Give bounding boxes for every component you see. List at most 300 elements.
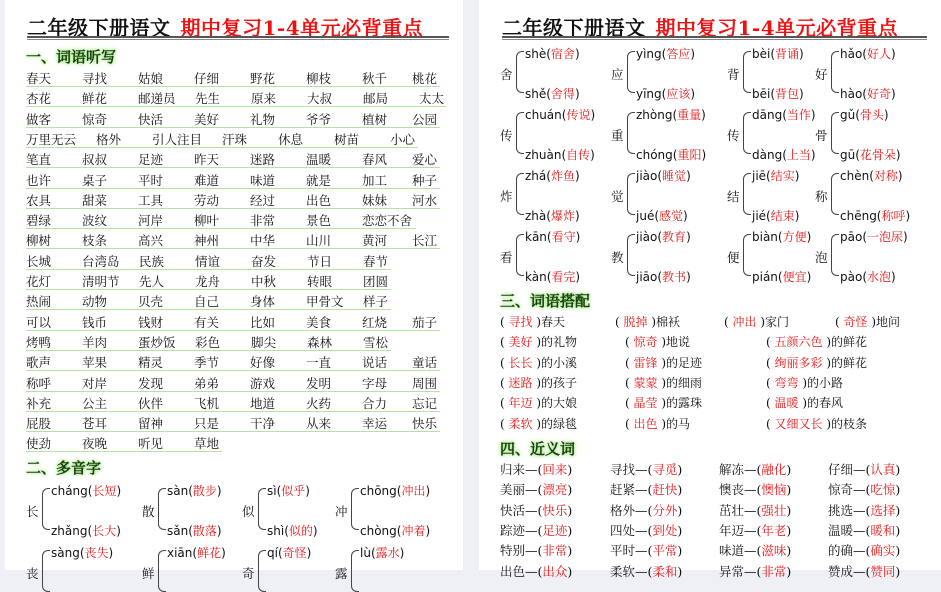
dictation-word: 惊奇 bbox=[82, 111, 108, 127]
example-word: 看完 bbox=[551, 270, 576, 284]
synonym-pair: 懊丧—(懊恼) bbox=[719, 482, 792, 498]
polyphone-char: 丧 bbox=[26, 566, 39, 581]
synonym-pair: 踪迹—(足迹) bbox=[500, 522, 573, 538]
polyphone-char: 称 bbox=[815, 189, 828, 204]
dictation-word: 长江 bbox=[412, 233, 438, 249]
dictation-word: 河水 bbox=[412, 192, 438, 208]
pinyin-reading: hǎo(好人) bbox=[840, 47, 896, 61]
synonym-answer: 赶快 bbox=[652, 482, 678, 498]
pinyin-reading: gū(花骨朵) bbox=[840, 148, 901, 162]
dictation-word: 也许 bbox=[26, 172, 52, 188]
dictation-word: 礼物 bbox=[250, 111, 276, 127]
brace-icon bbox=[42, 488, 50, 530]
brace-icon bbox=[516, 234, 524, 276]
dictation-word: 难道 bbox=[194, 172, 220, 188]
word-row bbox=[26, 250, 391, 270]
dictation-word: 贝壳 bbox=[138, 294, 164, 310]
pinyin-reading: sàng(丧失) bbox=[51, 546, 114, 560]
pinyin-reading: yīng(应该) bbox=[636, 87, 696, 101]
polyphone-char: 舍 bbox=[500, 67, 513, 82]
pinyin-reading: bèi(背诵) bbox=[752, 47, 804, 61]
example-word: 对称 bbox=[873, 169, 898, 183]
dictation-word: 歌声 bbox=[26, 355, 52, 371]
dictation-word: 火药 bbox=[306, 395, 332, 411]
polyphone-char: 教 bbox=[611, 250, 624, 265]
dictation-word: 叔叔 bbox=[82, 152, 108, 168]
synonym-pair: 仔细—(认真) bbox=[828, 462, 901, 477]
example-word: 水泡 bbox=[867, 270, 892, 284]
synonym-pair: 温暖—(暖和) bbox=[828, 522, 901, 538]
word-row bbox=[26, 311, 440, 331]
polyphone-char: 奇 bbox=[242, 566, 255, 581]
dictation-word: 劳动 bbox=[194, 192, 220, 208]
dictation-word: 红烧 bbox=[362, 314, 388, 330]
dictation-word: 姑娘 bbox=[138, 71, 164, 86]
dictation-word: 汗珠 bbox=[222, 131, 248, 147]
polyphone-char: 背 bbox=[727, 67, 740, 82]
dictation-word: 河岸 bbox=[138, 213, 164, 229]
synonym-answer: 滋味 bbox=[761, 543, 787, 559]
dictation-word: 精灵 bbox=[138, 355, 164, 371]
dictation-word: 转眼 bbox=[307, 274, 333, 289]
pinyin-reading: jiāo(教书) bbox=[636, 270, 691, 284]
dictation-word: 彩色 bbox=[195, 334, 221, 350]
synonym-pair: 格外—(分外) bbox=[610, 502, 683, 518]
dictation-word: 种子 bbox=[412, 172, 438, 188]
dictation-word: 邮递员 bbox=[138, 91, 176, 107]
answer-word: 年迈 bbox=[508, 396, 533, 411]
answer-word: 又细又长 bbox=[774, 416, 823, 431]
word-row bbox=[26, 270, 391, 290]
dictation-word: 笔直 bbox=[26, 152, 52, 168]
synonym-pair: 柔软—(柔和) bbox=[610, 563, 683, 579]
dictation-word: 比如 bbox=[250, 314, 276, 330]
synonym-pair: 味道—(滋味) bbox=[719, 543, 792, 559]
dictation-word: 游戏 bbox=[250, 375, 276, 391]
synonym-answer: 懊恼 bbox=[761, 482, 787, 498]
dictation-word: 花灯 bbox=[26, 274, 52, 289]
dictation-word: 爷爷 bbox=[306, 111, 332, 127]
dictation-word: 经过 bbox=[250, 192, 276, 208]
dictation-word: 台湾岛 bbox=[82, 253, 120, 269]
brace-icon bbox=[258, 488, 266, 530]
brace-icon bbox=[516, 173, 524, 215]
brace-icon bbox=[831, 173, 839, 215]
synonym-answer: 平常 bbox=[652, 543, 678, 559]
section-heading-dictation: 一、词语听写 bbox=[26, 48, 117, 66]
pinyin-reading: sì(似乎) bbox=[267, 484, 310, 498]
example-word: 舍得 bbox=[550, 87, 575, 101]
answer-word: 晶莹 bbox=[633, 396, 658, 411]
synonym-answer: 出众 bbox=[542, 563, 568, 579]
synonym-pair: 异常—(非常) bbox=[719, 563, 792, 579]
dictation-word: 温暖 bbox=[306, 152, 332, 168]
example-word: 鲜花 bbox=[197, 546, 222, 560]
dictation-word: 奋发 bbox=[251, 253, 277, 269]
example-word: 答应 bbox=[666, 47, 691, 61]
dictation-word: 补充 bbox=[26, 395, 52, 411]
word-row bbox=[26, 189, 440, 209]
synonym-pair: 解冻—(融化) bbox=[719, 462, 792, 477]
dictation-word: 自己 bbox=[194, 294, 220, 310]
dictation-word: 碧绿 bbox=[26, 213, 52, 229]
dictation-word: 春风 bbox=[362, 152, 388, 168]
dictation-word: 小心 bbox=[390, 131, 416, 147]
dictation-word: 做客 bbox=[26, 111, 52, 127]
synonym-answer: 快乐 bbox=[542, 502, 568, 518]
synonym-answer: 分外 bbox=[652, 502, 678, 518]
synonym-answer: 漂亮 bbox=[542, 482, 568, 498]
dictation-word: 草地 bbox=[194, 436, 220, 452]
dictation-word: 引人注目 bbox=[152, 131, 203, 147]
example-word: 宿舍 bbox=[550, 47, 575, 61]
example-word: 冲着 bbox=[401, 524, 426, 538]
answer-word: 寻找 bbox=[508, 315, 533, 329]
brace-icon bbox=[516, 112, 524, 154]
title-red: 期中复习1-4单元必背重点 bbox=[180, 16, 424, 40]
example-word: 好人 bbox=[866, 47, 891, 61]
synonym-pair: 归来—(回来) bbox=[500, 462, 573, 477]
synonym-pair: 快活—(快乐) bbox=[500, 502, 573, 518]
example-word: 结束 bbox=[770, 209, 795, 223]
dictation-word: 柳枝 bbox=[306, 71, 332, 86]
example-word: 当作 bbox=[786, 108, 811, 122]
pinyin-reading: zhǎng(长大) bbox=[51, 524, 121, 538]
dictation-word: 恋恋不舍 bbox=[362, 213, 413, 229]
pinyin-reading: qí(奇怪) bbox=[267, 546, 312, 560]
answer-word: 温暖 bbox=[774, 396, 799, 411]
dictation-word: 妹妹 bbox=[362, 192, 388, 208]
dictation-word: 高兴 bbox=[138, 233, 164, 249]
polyphone-char: 应 bbox=[611, 67, 624, 82]
brace-icon bbox=[351, 550, 359, 592]
collocation-item: ( 长长 )的小溪 bbox=[500, 355, 578, 370]
pinyin-reading: gǔ(骨头) bbox=[840, 108, 889, 122]
dictation-word: 黄河 bbox=[362, 233, 388, 249]
example-word: 奇怪 bbox=[282, 546, 307, 560]
dictation-word: 情谊 bbox=[195, 253, 221, 269]
dictation-word: 对岸 bbox=[82, 375, 108, 391]
document-page-left bbox=[5, 0, 463, 581]
collocation-item: ( 温暖 )的春风 bbox=[766, 396, 844, 411]
pinyin-reading: zhá(炸鱼) bbox=[525, 169, 580, 183]
example-word: 称呼 bbox=[881, 209, 906, 223]
dictation-word: 邮局 bbox=[363, 91, 389, 107]
pinyin-reading: lù(露水) bbox=[360, 546, 405, 560]
example-word: 似的 bbox=[288, 524, 313, 538]
polyphone-char: 似 bbox=[242, 504, 255, 519]
synonym-pair: 惊奇—(吃惊) bbox=[828, 482, 901, 498]
pinyin-reading: chōng(冲出) bbox=[360, 484, 431, 498]
example-word: 重阳 bbox=[677, 148, 702, 162]
synonym-pair: 美丽—(漂亮) bbox=[500, 482, 573, 498]
synonym-pair: 挑选—(选择) bbox=[828, 502, 901, 518]
dictation-word: 字母 bbox=[362, 375, 388, 391]
example-word: 好奇 bbox=[866, 87, 891, 101]
dictation-word: 味道 bbox=[250, 172, 276, 188]
polyphone-char: 觉 bbox=[611, 189, 624, 204]
synonym-pair: 茁壮—(强壮) bbox=[719, 502, 792, 518]
synonym-answer: 赞同 bbox=[870, 563, 896, 579]
polyphone-char: 冲 bbox=[335, 504, 348, 519]
dictation-word: 好像 bbox=[250, 355, 276, 371]
word-row bbox=[26, 128, 418, 148]
word-row bbox=[26, 351, 440, 371]
dictation-word: 伙伴 bbox=[138, 395, 164, 411]
dictation-word: 苍耳 bbox=[82, 416, 108, 432]
example-word: 骨头 bbox=[859, 108, 884, 122]
word-row bbox=[26, 229, 440, 249]
collocation-item: ( 脱掉 )棉袄 bbox=[615, 315, 681, 329]
dictation-word: 一直 bbox=[306, 355, 332, 371]
dictation-word: 快乐 bbox=[412, 416, 438, 432]
dictation-word: 大叔 bbox=[307, 91, 333, 107]
collocation-item: ( 又细又长 )的枝条 bbox=[766, 416, 868, 431]
example-word: 丧失 bbox=[84, 546, 109, 560]
dictation-word: 休息 bbox=[278, 131, 304, 147]
dictation-word: 野花 bbox=[250, 71, 276, 86]
dictation-word: 原来 bbox=[251, 91, 277, 107]
example-word: 冲出 bbox=[401, 484, 426, 498]
pinyin-reading: chēng(称呼) bbox=[840, 209, 911, 223]
pinyin-reading: jué(感觉) bbox=[636, 209, 688, 223]
word-row bbox=[26, 412, 440, 432]
pinyin-reading: kàn(看完) bbox=[525, 270, 581, 284]
example-word: 看守 bbox=[551, 230, 576, 244]
brace-icon bbox=[831, 234, 839, 276]
dictation-word: 有关 bbox=[194, 314, 220, 330]
answer-word: 弯弯 bbox=[774, 375, 799, 390]
dictation-word: 爱心 bbox=[412, 152, 438, 168]
polyphone-char: 长 bbox=[26, 504, 39, 519]
dictation-word: 公主 bbox=[82, 395, 108, 411]
dictation-word: 景色 bbox=[306, 213, 332, 229]
dictation-word: 神州 bbox=[194, 233, 220, 249]
dictation-word: 从来 bbox=[306, 416, 332, 432]
example-word: 散步 bbox=[192, 484, 217, 498]
polyphone-char: 骨 bbox=[815, 128, 828, 143]
dictation-word: 说话 bbox=[362, 355, 388, 371]
dictation-word: 甜菜 bbox=[82, 192, 108, 208]
pinyin-reading: shì(似的) bbox=[267, 524, 318, 538]
synonym-answer: 寻觅 bbox=[652, 462, 678, 477]
synonym-pair: 的确—(确实) bbox=[828, 543, 901, 559]
brace-icon bbox=[158, 550, 166, 592]
dictation-word: 听见 bbox=[138, 436, 164, 452]
polyphone-char: 泡 bbox=[815, 250, 828, 265]
example-word: 背包 bbox=[775, 87, 800, 101]
dictation-word: 羊肉 bbox=[82, 334, 108, 350]
dictation-word: 烤鸭 bbox=[26, 334, 52, 350]
answer-word: 柔软 bbox=[508, 416, 533, 431]
pinyin-reading: dāng(当作) bbox=[752, 108, 816, 122]
polyphone-char: 炸 bbox=[500, 189, 513, 204]
pinyin-reading: sǎn(散落) bbox=[167, 524, 222, 538]
dictation-word: 桃花 bbox=[412, 71, 438, 86]
example-word: 感觉 bbox=[659, 209, 684, 223]
synonym-answer: 到处 bbox=[652, 522, 678, 538]
collocation-item: ( 绚丽多彩 )的鲜花 bbox=[766, 355, 868, 370]
example-word: 结实 bbox=[770, 169, 795, 183]
brace-icon bbox=[743, 112, 751, 154]
collocation-item: ( 五颜六色 )的鲜花 bbox=[766, 335, 868, 350]
dictation-word: 太太 bbox=[419, 91, 445, 107]
dictation-word: 中秋 bbox=[251, 274, 277, 289]
example-word: 长短 bbox=[92, 484, 117, 498]
pinyin-reading: chuán(传说) bbox=[525, 108, 596, 122]
dictation-word: 植树 bbox=[362, 111, 388, 127]
word-row bbox=[26, 87, 446, 107]
example-word: 传说 bbox=[566, 108, 591, 122]
brace-icon bbox=[627, 51, 635, 93]
collocation-item: ( 蒙蒙 )的细雨 bbox=[625, 375, 703, 390]
word-row bbox=[26, 108, 440, 128]
dictation-word: 杏花 bbox=[26, 91, 52, 107]
example-word: 长大 bbox=[92, 524, 117, 538]
dictation-word: 样子 bbox=[363, 294, 389, 310]
dictation-word: 足迹 bbox=[138, 152, 164, 168]
synonym-answer: 非常 bbox=[761, 563, 787, 579]
dictation-word: 森林 bbox=[307, 334, 333, 350]
dictation-word: 留神 bbox=[138, 416, 164, 432]
polyphone-char: 看 bbox=[500, 250, 513, 265]
example-word: 散落 bbox=[192, 524, 217, 538]
answer-word: 脱掉 bbox=[623, 315, 648, 329]
collocation-item: ( 出色 )的马 bbox=[625, 416, 691, 431]
collocation-item: ( 弯弯 )的小路 bbox=[766, 375, 844, 390]
dictation-word: 季节 bbox=[194, 355, 220, 371]
dictation-word: 先人 bbox=[139, 274, 165, 289]
dictation-word: 苹果 bbox=[82, 355, 108, 371]
synonym-answer: 确实 bbox=[870, 543, 896, 559]
polyphone-char: 散 bbox=[142, 504, 155, 519]
dictation-word: 发明 bbox=[306, 375, 332, 391]
dictation-word: 山川 bbox=[306, 233, 332, 249]
brace-icon bbox=[42, 550, 50, 592]
dictation-word: 童话 bbox=[412, 355, 438, 371]
pinyin-reading: pián(便宜) bbox=[752, 270, 812, 284]
dictation-word: 发现 bbox=[138, 375, 164, 391]
collocation-item: ( 奇怪 )地问 bbox=[835, 315, 901, 329]
collocation-item: ( 年迈 )的大娘 bbox=[500, 396, 578, 411]
dictation-word: 非常 bbox=[250, 213, 276, 229]
synonym-answer: 暖和 bbox=[870, 522, 896, 538]
synonym-pair: 四处—(到处) bbox=[610, 522, 683, 538]
pinyin-reading: kān(看守) bbox=[525, 230, 581, 244]
dictation-word: 万里无云 bbox=[26, 131, 77, 147]
dictation-word: 甲骨文 bbox=[306, 294, 344, 310]
dictation-word: 格外 bbox=[96, 131, 122, 147]
collocation-item: ( 迷路 )的孩子 bbox=[500, 375, 578, 390]
word-row bbox=[26, 209, 416, 229]
example-word: 炸鱼 bbox=[550, 169, 575, 183]
section-heading-collocation: 三、词语搭配 bbox=[500, 292, 591, 310]
dictation-word: 蛋炒饭 bbox=[138, 334, 176, 350]
dictation-word: 只是 bbox=[194, 416, 220, 432]
example-word: 教书 bbox=[662, 270, 687, 284]
word-row bbox=[26, 148, 440, 168]
dictation-word: 出色 bbox=[306, 192, 332, 208]
pinyin-reading: jiào(睡觉) bbox=[636, 169, 691, 183]
brace-icon bbox=[627, 234, 635, 276]
synonym-pair: 赞成—(赞同) bbox=[828, 563, 901, 579]
collocation-item: ( 晶莹 )的露珠 bbox=[625, 396, 703, 411]
dictation-word: 美好 bbox=[194, 111, 220, 127]
example-word: 睡觉 bbox=[662, 169, 687, 183]
collocation-item: ( 冲出 )家门 bbox=[724, 315, 790, 329]
dictation-word: 鲜花 bbox=[82, 91, 108, 107]
brace-icon bbox=[158, 488, 166, 530]
answer-word: 长长 bbox=[508, 355, 533, 370]
dictation-word: 公园 bbox=[412, 111, 438, 127]
pinyin-reading: biàn(方便) bbox=[752, 230, 812, 244]
answer-word: 出色 bbox=[633, 416, 658, 431]
dictation-word: 平时 bbox=[138, 172, 164, 188]
dictation-word: 干净 bbox=[250, 416, 276, 432]
dictation-word: 昨天 bbox=[194, 152, 220, 168]
pinyin-reading: xiān(鲜花) bbox=[167, 546, 226, 560]
polyphone-char: 传 bbox=[727, 128, 740, 143]
example-word: 应该 bbox=[666, 87, 691, 101]
collocation-item: ( 寻找 )春天 bbox=[500, 315, 566, 329]
title-underline bbox=[27, 36, 449, 40]
answer-word: 美好 bbox=[508, 335, 533, 350]
dictation-word: 美食 bbox=[306, 314, 332, 330]
brace-icon bbox=[743, 234, 751, 276]
synonym-pair: 赶紧—(赶快) bbox=[610, 482, 683, 498]
dictation-word: 秋千 bbox=[362, 71, 388, 86]
pinyin-reading: hào(好奇) bbox=[840, 87, 896, 101]
synonym-answer: 柔和 bbox=[652, 563, 678, 579]
synonym-answer: 强壮 bbox=[761, 502, 787, 518]
dictation-word: 称呼 bbox=[26, 375, 52, 391]
synonym-answer: 非常 bbox=[542, 543, 568, 559]
pinyin-reading: chèn(对称) bbox=[840, 169, 903, 183]
answer-word: 蒙蒙 bbox=[633, 375, 658, 390]
dictation-word: 周围 bbox=[412, 375, 438, 391]
word-row bbox=[26, 67, 440, 87]
dictation-word: 柳叶 bbox=[194, 213, 220, 229]
dictation-word: 枝条 bbox=[82, 233, 108, 249]
pinyin-reading: zhà(爆炸) bbox=[525, 209, 580, 223]
word-row bbox=[26, 331, 391, 351]
polyphone-char: 露 bbox=[335, 566, 348, 581]
synonym-answer: 足迹 bbox=[542, 522, 568, 538]
dictation-word: 仔细 bbox=[194, 71, 220, 86]
pinyin-reading: shè(宿舍) bbox=[525, 47, 580, 61]
dictation-word: 龙舟 bbox=[195, 274, 221, 289]
dictation-word: 加工 bbox=[362, 172, 388, 188]
brace-icon bbox=[351, 488, 359, 530]
brace-icon bbox=[743, 173, 751, 215]
pinyin-reading: jiē(结实) bbox=[752, 169, 800, 183]
pinyin-reading: chòng(冲着) bbox=[360, 524, 431, 538]
polyphone-char: 鲜 bbox=[142, 566, 155, 581]
title-black: 二年级下册语文 bbox=[502, 16, 646, 40]
answer-word: 惊奇 bbox=[633, 335, 658, 350]
dictation-word: 农具 bbox=[26, 192, 52, 208]
synonym-pair: 特别—(非常) bbox=[500, 543, 573, 559]
example-word: 花骨朵 bbox=[859, 148, 896, 162]
answer-word: 五颜六色 bbox=[774, 335, 823, 350]
dictation-word: 春节 bbox=[363, 253, 389, 269]
example-word: 背诵 bbox=[775, 47, 800, 61]
dictation-word: 中华 bbox=[250, 233, 276, 249]
synonym-answer: 选择 bbox=[870, 502, 896, 518]
dictation-word: 夜晚 bbox=[82, 436, 108, 452]
title-underline bbox=[502, 36, 927, 40]
dictation-word: 可以 bbox=[26, 314, 52, 330]
